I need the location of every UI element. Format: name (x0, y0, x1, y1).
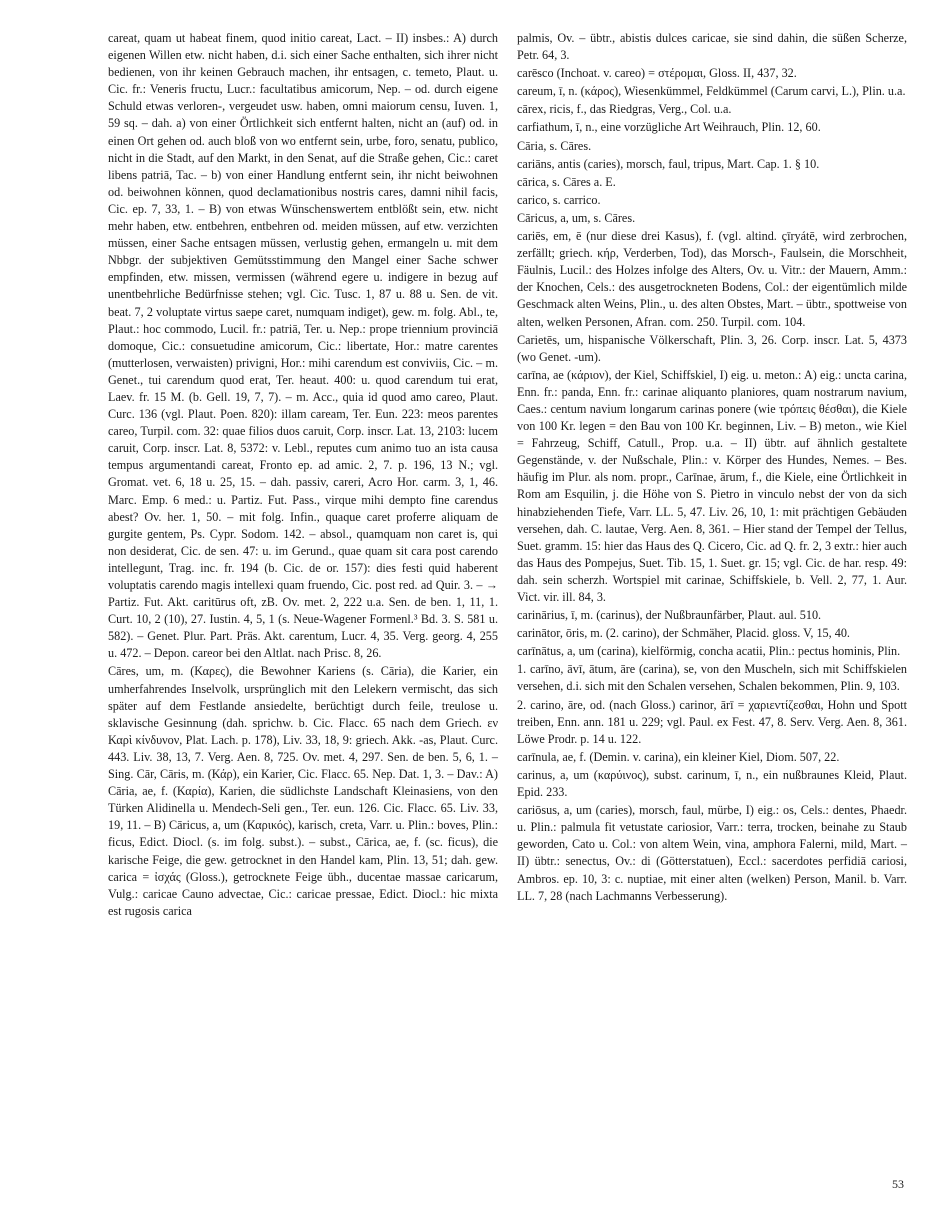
dictionary-entry: carīna, ae (κάριον), der Kiel, Schiffskiel, I) eig. u. meton.: A) eig.: uncta carina, Enn. fr.: panda, Enn. fr.: carinae aliquanto planiores, quam nostrarum navium, Caes.: centum navium longarum carinas ponere (wie τρόπεις θέσθαι), die Kiele von 100 Kr. legen = den Bau von 100 Kr. beginnen, Liv. – B) meton., wie Kiel = Fahrzeug, Schiff, Catull., Prop. u.a. – II) übtr. auf ähnlich gestaltete Gegenstände, v. der Nußschale, Plin.: v. Körper des Hundes, Nemes. – Bes. häufig im Plur. als nom. propr., Carīnae, ārum, f., die Kiele, eine Örtlichkeit in Rom am Esquilin, j. die Höhe von S. Pietro in vinculo nebst der von da sich hinabziehenden Tiefe, Varr. LL. 5, 47. Liv. 26, 10, 1: mit prächtigen Gebäuden versehen, dah. C. lautae, Verg. Aen. 8, 361. – Hier stand der Tempel der Tellus, Suet. gramm. 15: hier das Haus des Q. Cicero, Cic. ad Q. fr. 2, 3 extr.: hier auch das Haus des Pompejus, Suet. Tib. 15, 1. Suet. gr. 15; vgl. Cic. de har. resp. 49: dah. sein scherzh. Wortspiel mit carinae, Schiffskiele, b. Vell. 2, 77, 1. Aur. Vict. vir. ill. 84, 3. (517, 367, 907, 604)
dictionary-entry: careat, quam ut habeat finem, quod initio careat, Lact. – II) insbes.: A) durch eigenen Willen etw. nicht haben, d.i. sich einer Sache enthalten, sich ihrer nicht bedienen, von ihr keinen Gebrauch machen, ihr entsagen, c. temeto, Plaut. u. Cic. fr.: Veneris fructu, Lucr.: facultatibus amicorum, Nep. – od. durch eigene Schuld etwas verloren-, vergeudet usw. haben, omni maiorum censu, Iuven. 1, 59 sq. – dah. a) von einer Örtlichkeit sich entfernt halten, nicht an (auf) od. in einen Ort gehen od. auch bloß von wo entfernt sein, urbe, foro, senatu, publico, nicht in die Stadt, auf den Markt, in den Senat, auf die Straße gehen, Cic.: caret libens patriā, Tac. – b) von einer Handlung entfernt sein, ihr nicht beiwohnen od. beiwohnen können, quod declamationibus nostris cares, damni nihil facis, Cic. ep. 7, 33, 1. – B) von etwas Wünschenswertem entblößt sein, etw. nicht mehr haben, etw. entbehren, entbehren od. meiden müssen, auf etw. verzichten müssen, einer Sache entsagen müssen, verlustig gehen, ermangeln u. mit dem Nbbgr. der subjektiven Gemütsstimmung den Mangel einer Sache schwer empfinden, etw. missen, vermissen (während egere u. indigere in bezug auf unentbehrliche Bedürfnisse stehen; vgl. Cic. Tusc. 1, 87 u. 88 u. Sen. de vit. beat. 7, 2 voluptate virtus saepe caret, numquam indiget), gew. m. folg. Abl., te, Plaut.: hoc commodo, Lucil. fr.: patriā, Ter. u. Nep.: prope triennium provinciā domoque, Cic.: consuetudine amicorum, Cic.: libertate, Hor.: matre carentes (mutterlosen, verwaisten) privigni, Hor.: mihi carendum est conviviis, Cic. – m. Genet., tui carendum quod erat, Ter. heaut. 400: u. quod carendum tui erat, Laev. fr. 15 M. (b. Gell. 19, 7, 7). – m. Acc., quia id quod amo careo, Plaut. Curc. 136 (vgl. Plaut. Poen. 820): illam caream, Ter. Eun. 223: meos parentes careo, Turpil. com. 32: quae filios duos caruit, Corp. inscr. Lat. 13, 2103: lucem caruit, Corp. inscr. Lat. 8, 5372: v. Lebl., reputes cum animo tuo an ista causa tempus argumentandi careat, Fronto ep. ad amic. 2, 7. p. 196, 13 N.; vgl. Gromat. vet. 6, 18 u. 25, 15. – dah. passiv, careri, Acro Hor. carm. 3, 1, 46. Marc. Emp. 6 med.: u. Partiz. Fut. Pass., virque mihi dempto fine carendus abest? Ov. her. 1, 50. – mit folg. Infin., quaque caret proferre aliquam de gurgite gentem, Ps. Cypr. Sodom. 142. – absol., quamquam non caret is, qui non desiderat, Cic. de sen. 47: u. im Gerund., quae quam sit cara post carendo intellegunt, Trag. inc. fr. 194 (b. Cic. de or. 157): dies festi quid haberent voluptatis carendo magis intellexi quam fruendo, Cic. post red. ad Quir. 3. – → Partiz. Fut. Akt. caritūrus oft, zB. Ov. met. 2, 222 u.a. Sen. de ben. 1, 11, 1. Curt. 10, 2 (10), 27. Iustin. 4, 5, 1 (s. Neue-Wagener Formenl.³ Bd. 3. S. 581 u. 582). – Genet. Plur. Part. Präs. Akt. carentum, Lucr. 4, 35. Verg. georg. 4, 255 u. 472. – Depon. careor bei den Altlat. nach Prisc. 8, 26. (108, 31, 498, 661)
dictionary-entry: carfiathum, ī, n., eine vorzügliche Art Weihrauch, Plin. 12, 60. (517, 120, 821, 135)
dictionary-entry: carinus, a, um (καρύινος), subst. carinum, ī, n., ein nußbraunes Kleid, Plaut. Epid. 233. (517, 767, 907, 800)
dictionary-entry: cārica, s. Cāres a. E. (517, 174, 616, 189)
dictionary-entry: carēsco (Inchoat. v. careo) = στέρομαι, Gloss. II, 437, 32. (517, 66, 797, 81)
dictionary-entry: cariāns, antis (caries), morsch, faul, tripus, Mart. Cap. 1. § 10. (517, 156, 820, 171)
dictionary-entry: carinātor, ōris, m. (2. carino), der Schmäher, Placid. gloss. V, 15, 40. (517, 626, 850, 641)
dictionary-entry: carīnula, ae, f. (Demin. v. carina), ein kleiner Kiel, Diom. 507, 22. (517, 749, 840, 764)
dictionary-entry: palmis, Ov. – übtr., abistis dulces caricae, sie sind dahin, die süßen Scherze, Petr. 64, 3. (517, 31, 907, 63)
dictionary-entry: carīnātus, a, um (carina), kielförmig, concha acatii, Plin.: pectus hominis, Plin. (517, 644, 901, 659)
dictionary-entry: Cāricus, a, um, s. Cāres. (517, 210, 636, 225)
dictionary-entry: carinārius, ī, m. (carinus), der Nußbraunfärber, Plaut. aul. 510. (517, 608, 822, 623)
dictionary-entry: 2. carino, āre, od. (nach Gloss.) carinor, ārī = χαριεντίζεσθαι, Hohn und Spott treiben, Enn. ann. 181 u. 229; vgl. Paul. ex Fest. 47, 8. Serv. Verg. Aen. 8, 361. Löwe Prodr. p. 14 u. 122. (517, 697, 907, 746)
dictionary-entry: cārex, ricis, f., das Riedgras, Verg., Col. u.a. (517, 102, 732, 117)
right-column (517, 30, 907, 905)
dictionary-entry: cariōsus, a, um (caries), morsch, faul, mürbe, I) eig.: os, Cels.: dentes, Phaedr. u. Plin.: palmula fit vetustate cariosior, Varr.: terra, trocken, beinahe zu Staub geworden, Cato u. Col.: von altem Wein, vina, amphora Falerni, mild, Mart. – II) übtr.: senectus, Ov.: di (Götterstatuen), Eccl.: sacerdotes perfidiā cariosi, Ambros. ep. 10, 3: c. nuptiae, mit einer alten (welken) Person, Manil. b. Varr. LL. 7, 28 (nach Lachmanns Verbesserung). (517, 803, 907, 903)
page-number: 53 (892, 1177, 904, 1191)
dictionary-entry: 1. carīno, āvī, ātum, āre (carina), se, von den Muscheln, sich mit Schiffskielen versehen, d.i. sich mit den Schalen versehen, Schalen bekommen, Plin. 9, 103. (517, 662, 907, 694)
dictionary-entry: careum, ī, n. (κάρος), Wiesenkümmel, Feldkümmel (Carum carvi, L.), Plin. u.a. (517, 84, 906, 99)
dictionary-entry: Carietēs, um, hispanische Völkerschaft, Plin. 3, 26. Corp. inscr. Lat. 5, 4373 (wo Genet. -um). (517, 332, 907, 364)
left-column (108, 30, 498, 920)
dictionary-entry: carico, s. carrico. (517, 192, 601, 207)
dictionary-entry: Cāres, um, m. (Καρες), die Bewohner Kariens (s. Cāria), die Karier, ein umherfahrendes Inselvolk, ursprünglich mit den Lelekern vermischt, das sich später auf dem Festlande ansiedelte, berüchtigt durch feile, treulose u. sklavische Gesinnung (dah. sprichw. b. Cic. Flacc. 65 nach dem Griech. εν Καρὶ κίνδυνον, Plat. Lach. p. 178), Liv. 33, 18, 9: griech. Akk. -as, Plaut. Curc. 443. Liv. 38, 13, 7. Verg. Aen. 8, 725. Ov. met. 4, 297. Sen. de ben. 5, 6, 1. – Sing. Cār, Cāris, m. (Κάρ), ein Karier, Cic. Flacc. 65. Nep. Dat. 1, 3. – Dav.: A) Cāria, ae, f. (Καρία), Karien, die südlichste Landschaft Kleinasiens, von den Türken Alidinella u. Mendech-Seli gen., Ter. eun. 126. Cic. Flacc. 65. Liv. 33, 19, 11. – B) Cāricus, a, um (Καρικός), karisch, creta, Varr. u. Plin.: boves, Plin.: ficus, Edict. Diocl. (s. im folg. subst.). – subst., Cārica, ae, f. (sc. ficus), die karische Feige, die gew. getrocknet in den Handel kam, Plin. 13, 51; dah. gew. carica = ἰσχάς (Gloss.), getrocknete Feige übh., ducentae massae caricarum, Vulg.: caricae Cauno advectae, Cic.: caricae pressae, Edict. Diocl.: hic mixta est rugosis carica (108, 664, 498, 918)
dictionary-entry: cariēs, em, ē (nur diese drei Kasus), f. (vgl. altind. çīryátē, wird zerbrochen, zerfällt; griech. κήρ, Verderben, Tod), das Morsch-, Faulsein, die Morschheit, Fäulnis, Lucil.: des Holzes infolge des Alters, Ov. u. Vitr.: der Mauern, Amm.: der Knochen, Cels.: des ausgetrockneten Bodens, Col.: der eigentümlich milde Geschmack alten Weins, Plin., u. des alten Obstes, Mart. – übtr., spottweise von alten, welken Personen, Afran. com. 250. Turpil. com. 104. (517, 229, 907, 329)
dictionary-entry: Cāria, s. Cāres. (517, 138, 592, 153)
